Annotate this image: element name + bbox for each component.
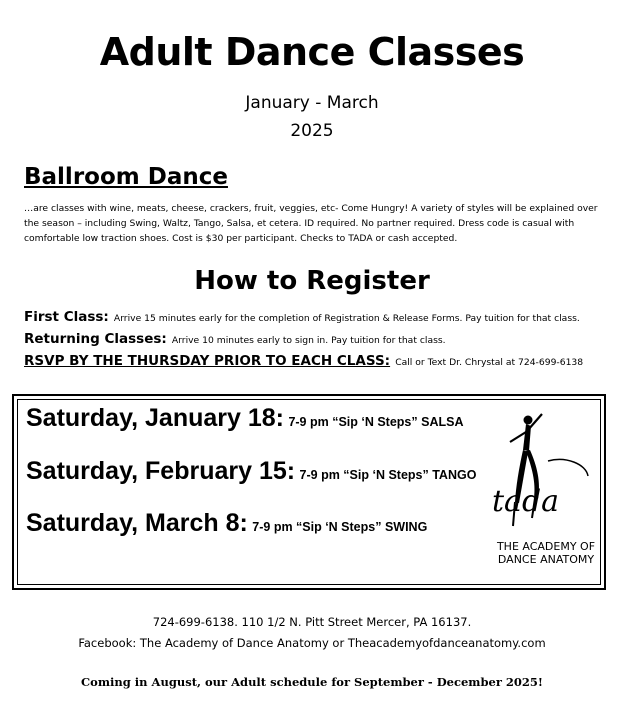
- date-range: January - March: [245, 93, 379, 113]
- academy-line-2: DANCE ANATOMY: [497, 553, 595, 566]
- returning-classes-label: Returning Classes:: [24, 331, 167, 347]
- first-class-line: [24, 306, 580, 325]
- schedule-detail: 7-9 pm “Sip ‘N Steps” SALSA: [288, 415, 464, 429]
- year: 2025: [290, 121, 334, 141]
- logo-wordmark: tada: [492, 484, 560, 519]
- register-heading: How to Register: [194, 266, 430, 296]
- contact-address: 724-699-6138. 110 1/2 N. Pitt Street Mercer, PA 16137.: [152, 615, 472, 629]
- rsvp-label: RSVP BY THE THURSDAY PRIOR TO EACH CLASS:: [24, 353, 391, 369]
- schedule-item: [26, 457, 476, 486]
- page-title: Adult Dance Classes: [99, 30, 525, 74]
- first-class-label: First Class:: [24, 309, 109, 325]
- schedule-detail: 7-9 pm “Sip ‘N Steps” SWING: [252, 520, 428, 534]
- rsvp-line: [24, 350, 583, 369]
- schedule-item: [26, 404, 463, 433]
- schedule-detail: 7-9 pm “Sip ‘N Steps” TANGO: [299, 468, 477, 482]
- schedule-date: Saturday, February 15:: [26, 457, 296, 485]
- rsvp-text: Call or Text Dr. Chrystal at 724-699-6138: [395, 357, 584, 368]
- returning-classes-line: [24, 328, 446, 347]
- coming-soon-note: Coming in August, our Adult schedule for September - December 2025!: [81, 675, 543, 689]
- schedule-date: Saturday, March 8:: [26, 509, 248, 537]
- schedule-item: [26, 509, 427, 538]
- academy-line-1: THE ACADEMY OF: [496, 540, 596, 553]
- first-class-text: Arrive 15 minutes early for the completion of Registration & Release Forms. Pay tuition for that class.: [113, 313, 580, 324]
- schedule-date: Saturday, January 18:: [26, 404, 284, 432]
- returning-classes-text: Arrive 10 minutes early to sign in. Pay tuition for that class.: [171, 335, 446, 346]
- schedule-box: [12, 394, 606, 590]
- ballroom-description: …are classes with wine, meats, cheese, crackers, fruit, veggies, etc- Come Hungry! A variety of styles will be explained over the season – including Swing, Waltz, Tango, Salsa, et cetera. ID required. No partner required. Dress code is casual with comfortable low traction shoes. Cost is $30 per participant. Checks to TADA or cash accepted.: [24, 203, 598, 244]
- academy-name: [484, 540, 608, 566]
- contact-facebook: Facebook: The Academy of Dance Anatomy or Theacademyofdanceanatomy.com: [78, 636, 546, 650]
- ballroom-heading: Ballroom Dance: [24, 164, 228, 190]
